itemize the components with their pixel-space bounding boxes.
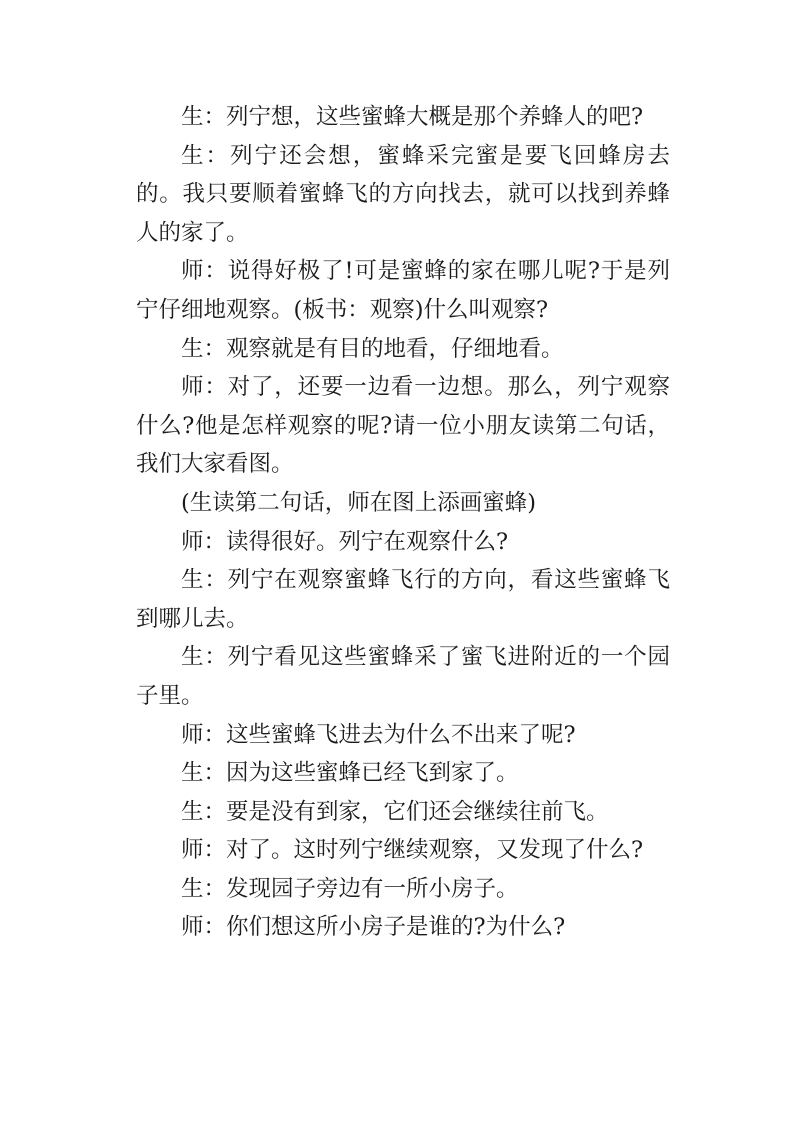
page-body — [136, 98, 670, 947]
paragraph: (生读第二句话，师在图上添画蜜蜂) — [181, 489, 537, 516]
paragraph: 生：列宁看见这些蜜蜂采了蜜飞进附近的一个园子里。 — [136, 644, 670, 709]
paragraph: 师：读得很好。列宁在观察什么? — [181, 528, 509, 555]
paragraph: 生：发现园子旁边有一所小房子。 — [181, 875, 519, 902]
paragraph: 生：观察就是有目的地看，仔细地看。 — [181, 335, 564, 362]
paragraph: 师：这些蜜蜂飞进去为什么不出来了呢? — [181, 721, 576, 748]
paragraph: 师：你们想这所小房子是谁的?为什么? — [181, 914, 566, 941]
paragraph: 师：对了，还要一边看一边想。那么，列宁观察什么?他是怎样观察的呢?请一位小朋友读第二句话，我们大家看图。 — [136, 374, 670, 478]
paragraph: 生：要是没有到家，它们还会继续往前飞。 — [181, 798, 609, 825]
paragraph: 生：列宁想，这些蜜蜂大概是那个养蜂人的吧? — [181, 104, 644, 130]
paragraph: 师：对了。这时列宁继续观察，又发现了什么? — [181, 837, 644, 864]
paragraph: 生：列宁还会想，蜜蜂采完蜜是要飞回蜂房去的。我只要顺着蜜蜂飞的方向找去，就可以找到养蜂人的家了。 — [136, 142, 670, 246]
paragraph: 生：列宁在观察蜜蜂飞行的方向，看这些蜜蜂飞到哪儿去。 — [136, 567, 670, 632]
paragraph: 师：说得好极了!可是蜜蜂的家在哪儿呢?于是列宁仔细地观察。(板书：观察)什么叫观察? — [136, 258, 670, 323]
paragraph: 生：因为这些蜜蜂已经飞到家了。 — [181, 760, 519, 787]
